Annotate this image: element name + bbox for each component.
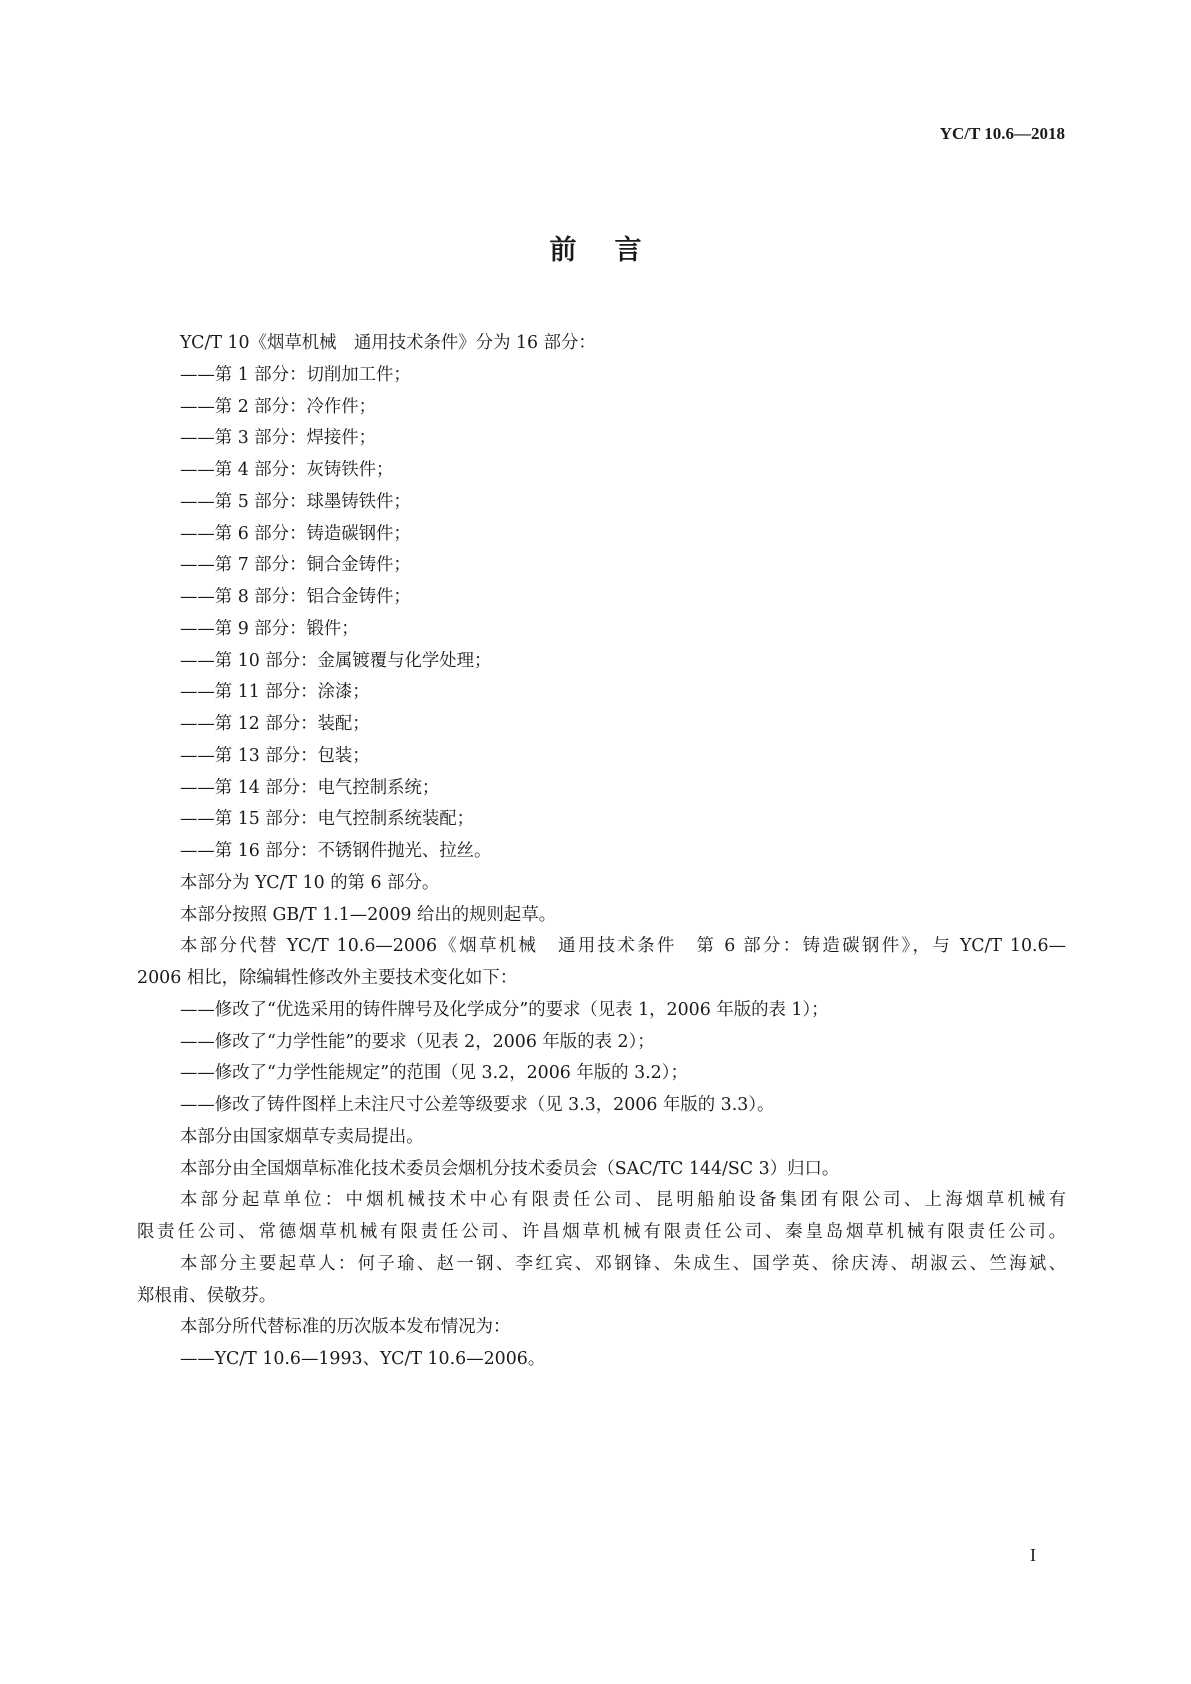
drafters-line-1: 本部分主要起草人：何子瑜、赵一钢、李红宾、邓钢锋、朱成生、国学英、徐庆涛、胡淑云、竺海斌、 xyxy=(180,1253,1066,1274)
foreword-body xyxy=(137,328,1066,1376)
part-item: ——第 2 部分：冷作件； xyxy=(180,396,377,417)
page-number: I xyxy=(1030,1545,1036,1565)
part-item: ——第 3 部分：焊接件； xyxy=(180,428,377,449)
part-item: ——第 14 部分：电气控制系统； xyxy=(180,777,440,798)
replaces-line-2: 2006 相比，除编辑性修改外主要技术变化如下： xyxy=(137,968,518,988)
change-item: ——修改了“力学性能”的要求（见表 2，2006 年版的表 2）； xyxy=(180,1031,655,1052)
change-item: ——修改了“力学性能规定”的范围（见 3.2，2006 年版的 3.2）； xyxy=(180,1063,688,1084)
part-item: ——第 4 部分：灰铸铁件； xyxy=(180,460,394,480)
part-item: ——第 6 部分：铸造碳钢件； xyxy=(180,523,411,544)
drafters-line-2: 郑根甫、侯敬芬。 xyxy=(137,1285,277,1306)
drafting-rule: 本部分按照 GB/T 1.1—2009 给出的规则起草。 xyxy=(180,904,557,925)
part-item: ——第 8 部分：铝合金铸件； xyxy=(180,587,411,607)
history-intro: 本部分所代替标准的历次版本发布情况为： xyxy=(180,1317,511,1338)
page-title: 前言 xyxy=(549,235,680,266)
part-item: ——第 1 部分：切削加工件； xyxy=(180,364,411,385)
change-item: ——修改了铸件图样上未注尺寸公差等级要求（见 3.3，2006 年版的 3.3）。 xyxy=(180,1095,775,1115)
part-item: ——第 5 部分：球墨铸铁件； xyxy=(180,491,411,512)
drafting-units-line-1: 本部分起草单位：中烟机械技术中心有限责任公司、昆明船舶设备集团有限公司、上海烟草机械有 xyxy=(180,1190,1066,1211)
part-item: ——第 7 部分：铜合金铸件； xyxy=(180,555,411,576)
change-item: ——修改了“优选采用的铸件牌号及化学成分”的要求（见表 1，2006 年版的表 1）； xyxy=(180,999,829,1020)
part-item: ——第 11 部分：涂漆； xyxy=(180,682,370,703)
part-item: ——第 12 部分：装配； xyxy=(180,714,370,734)
proposed-by: 本部分由国家烟草专卖局提出。 xyxy=(180,1126,424,1147)
standard-code-header: YC/T 10.6—2018 xyxy=(939,124,1065,143)
part-item: ——第 9 部分：锻件； xyxy=(180,618,359,639)
centralized-by: 本部分由全国烟草标准化技术委员会烟机分技术委员会（SAC/TC 144/SC 3）归口。 xyxy=(180,1158,840,1179)
drafting-units-line-2: 限责任公司、常德烟草机械有限责任公司、许昌烟草机械有限责任公司、秦皇岛烟草机械有限责任公司。 xyxy=(137,1222,1066,1242)
part-item: ——第 16 部分：不锈钢件抛光、拉丝。 xyxy=(180,841,492,861)
replaces-line-1: 本部分代替 YC/T 10.6—2006《烟草机械 通用技术条件 第 6 部分：铸造碳钢件》，与 YC/T 10.6— xyxy=(180,936,1066,957)
part-item: ——第 13 部分：包装； xyxy=(180,745,370,766)
intro-line: YC/T 10《烟草机械 通用技术条件》分为 16 部分： xyxy=(180,333,596,353)
part-statement: 本部分为 YC/T 10 的第 6 部分。 xyxy=(180,872,440,893)
part-item: ——第 10 部分：金属镀覆与化学处理； xyxy=(180,650,492,671)
history-item: ——YC/T 10.6—1993、YC/T 10.6—2006。 xyxy=(180,1349,546,1369)
part-item: ——第 15 部分：电气控制系统装配； xyxy=(180,809,475,830)
